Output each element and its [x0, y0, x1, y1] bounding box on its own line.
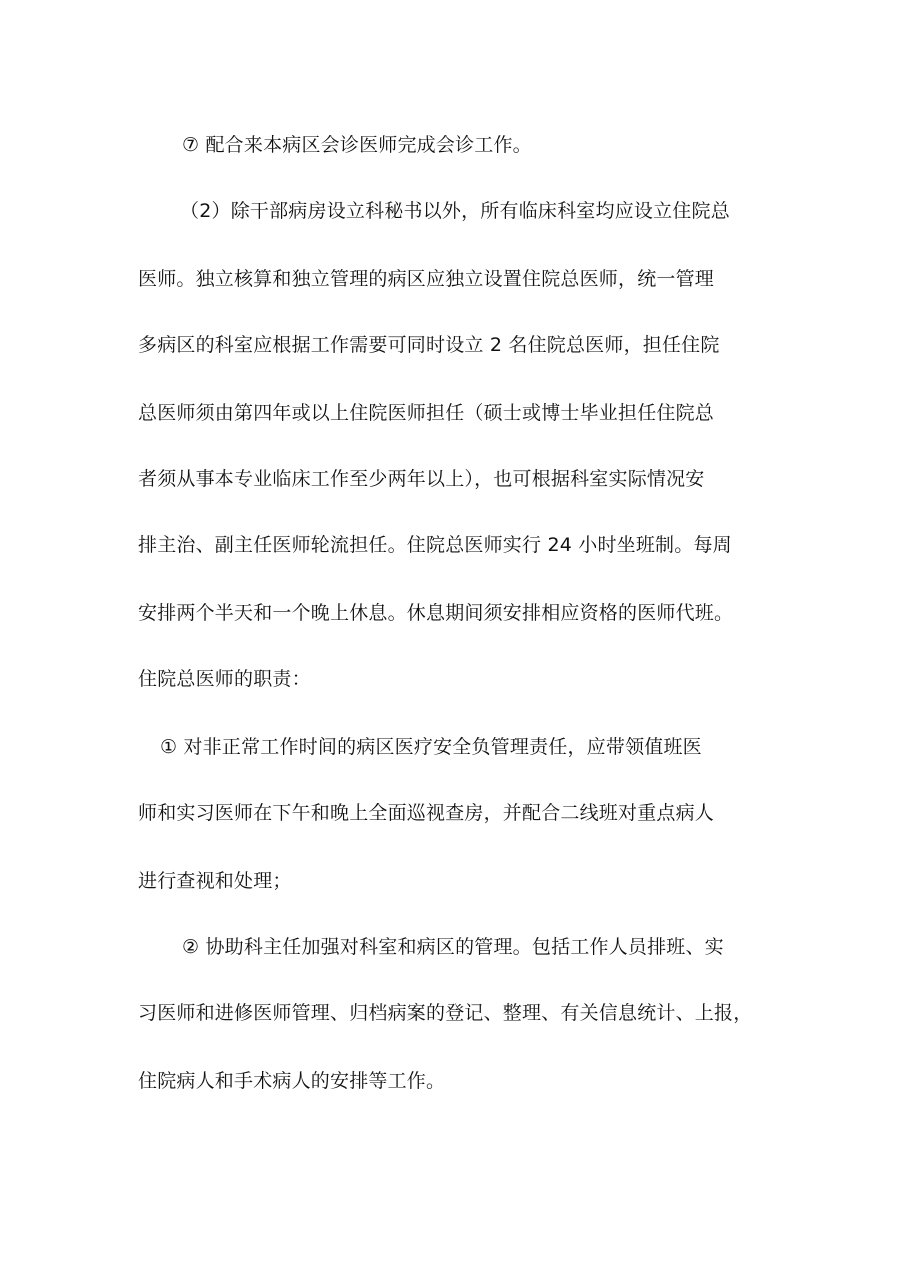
paragraph-line-10: ① 对非正常工作时间的病区医疗安全负管理责任，应带领值班医	[160, 736, 702, 758]
paragraph-line-12: 进行查视和处理；	[138, 870, 292, 892]
paragraph-line-5: 总医师须由第四年或以上住院医师担任（硕士或博士毕业担任住院总	[138, 402, 715, 424]
paragraph-line-1: ⑦ 配合来本病区会诊医师完成会诊工作。	[182, 134, 532, 156]
paragraph-line-13: ② 协助科主任加强对科室和病区的管理。包括工作人员排班、实	[182, 936, 724, 958]
paragraph-line-11: 师和实习医师在下午和晚上全面巡视查房，并配合二线班对重点病人	[138, 802, 715, 824]
section-heading-duties: 住院总医师的职责：	[138, 668, 311, 690]
paragraph-line-2: （2）除干部病房设立科秘书以外，所有临床科室均应设立住院总	[180, 200, 730, 222]
paragraph-line-4: 多病区的科室应根据工作需要可同时设立 2 名住院总医师，担任住院	[138, 334, 720, 356]
paragraph-line-3: 医师。独立核算和独立管理的病区应独立设置住院总医师，统一管理	[138, 268, 715, 290]
paragraph-line-14: 习医师和进修医师管理、归档病案的登记、整理、有关信息统计、上报，	[138, 1002, 753, 1024]
paragraph-line-6: 者须从事本专业临床工作至少两年以上），也可根据科室实际情况安	[138, 468, 705, 490]
paragraph-line-8: 安排两个半天和一个晚上休息。休息期间须安排相应资格的医师代班。	[138, 602, 734, 624]
paragraph-line-15: 住院病人和手术病人的安排等工作。	[138, 1070, 446, 1092]
paragraph-line-7: 排主治、副主任医师轮流担任。住院总医师实行 24 小时坐班制。每周	[138, 534, 732, 556]
